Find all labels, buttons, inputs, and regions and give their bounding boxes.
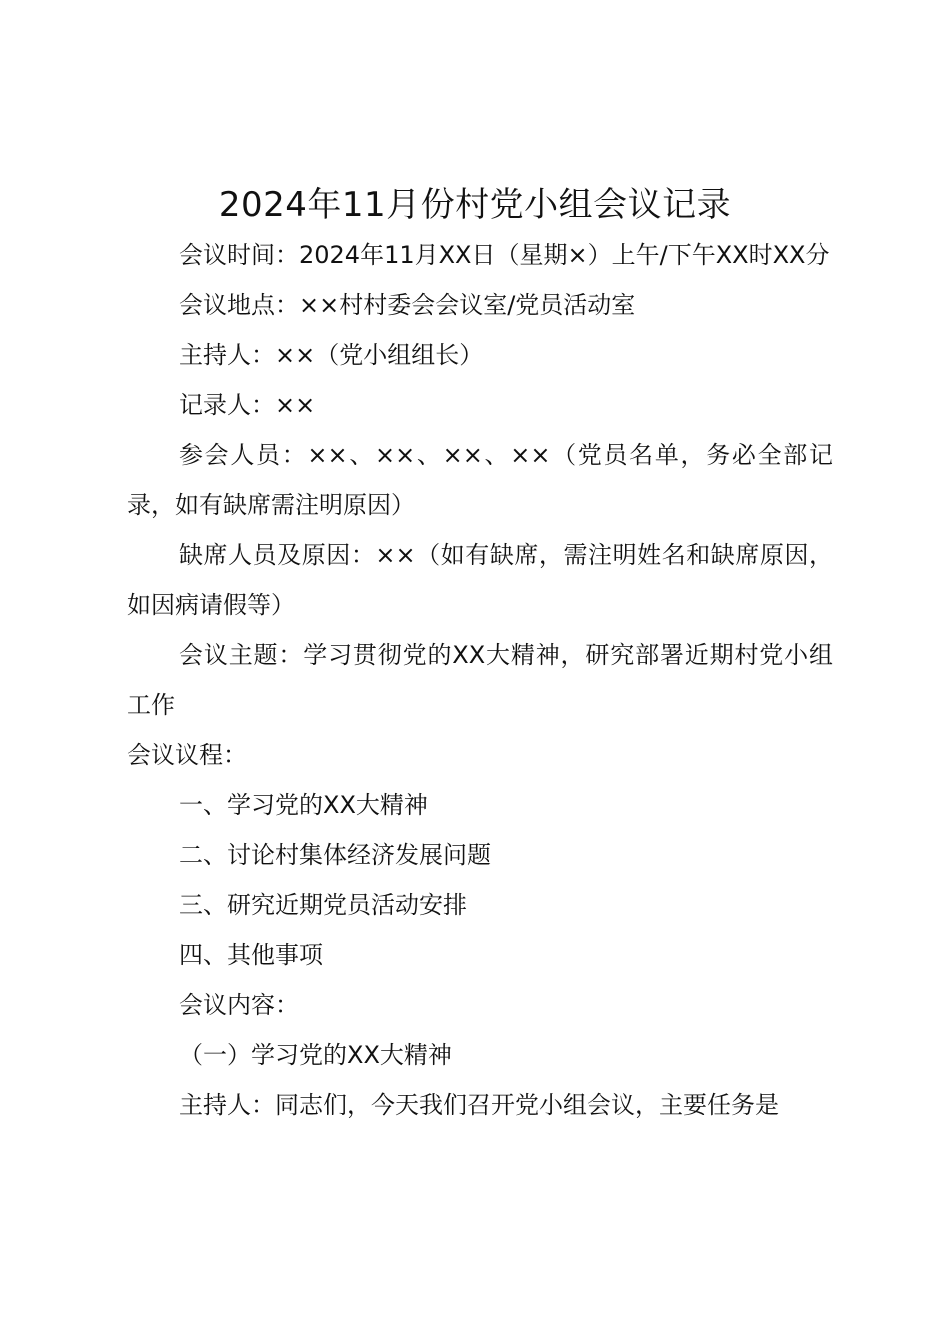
- agenda-item: 二、讨论村集体经济发展问题: [179, 841, 491, 869]
- agenda-item: 三、研究近期党员活动安排: [179, 891, 467, 919]
- recorder-paragraph: 记录人：××: [179, 391, 316, 419]
- host-speech-paragraph: 主持人：同志们，今天我们召开党小组会议，主要任务是: [179, 1091, 779, 1119]
- attendees-paragraph: 参会人员：××、××、××、××（党员名单，务必全部记录，如有缺席需注明原因）: [127, 441, 833, 519]
- document-body: [127, 230, 833, 1130]
- content-heading: 会议内容：: [179, 991, 299, 1019]
- meeting-theme-paragraph: 会议主题：学习贯彻党的XX大精神，研究部署近期村党小组工作: [127, 641, 833, 719]
- section-heading: （一）学习党的XX大精神: [179, 1041, 452, 1069]
- agenda-item: 一、学习党的XX大精神: [179, 791, 428, 819]
- absentees-paragraph: 缺席人员及原因：××（如有缺席，需注明姓名和缺席原因，如因病请假等）: [127, 541, 833, 619]
- host-paragraph: 主持人：××（党小组组长）: [179, 341, 484, 369]
- document-title: 2024年11月份村党小组会议记录: [218, 185, 732, 225]
- agenda-heading: 会议议程：: [127, 741, 247, 769]
- agenda-item: 四、其他事项: [179, 941, 323, 969]
- meeting-location-paragraph: 会议地点：××村村委会会议室/党员活动室: [179, 291, 636, 319]
- meeting-time-paragraph: 会议时间：2024年11月XX日（星期×）上午/下午XX时XX分: [179, 241, 830, 269]
